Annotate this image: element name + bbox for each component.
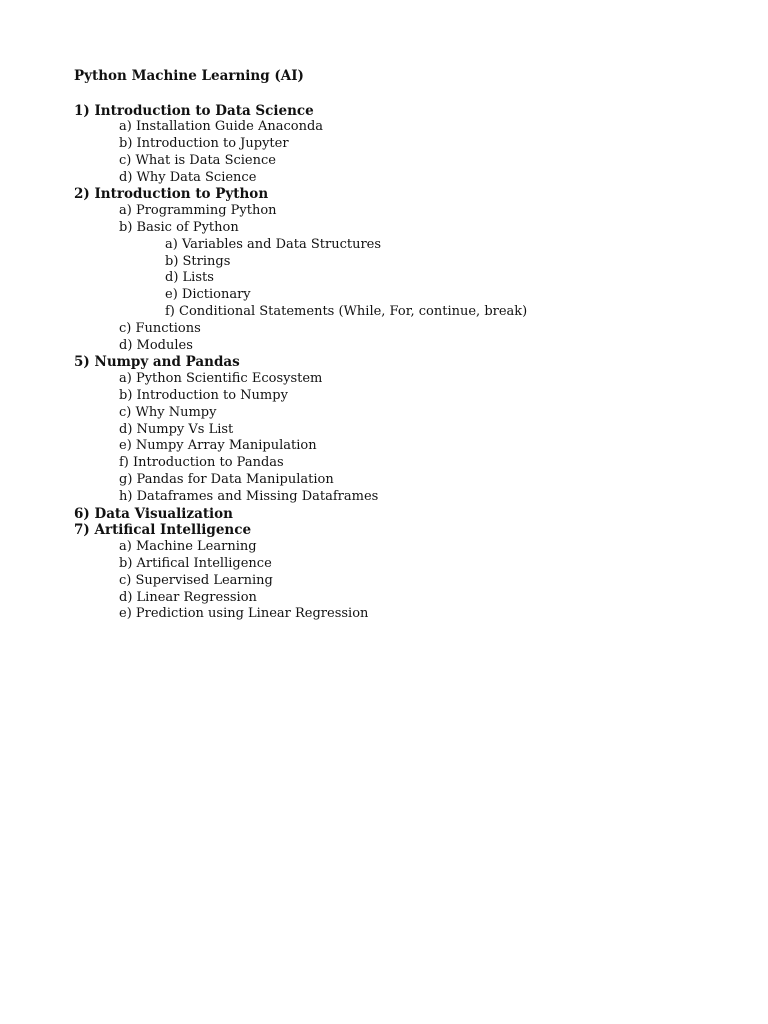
subtopic-item: a) Variables and Data Structures (165, 236, 382, 252)
topic-item: b) Artifical Intelligence (119, 556, 272, 572)
topic-item: e) Numpy Array Manipulation (119, 438, 317, 454)
section-heading: 7) Artifical Intelligence (74, 522, 252, 539)
topic-item: h) Dataframes and Missing Dataframes (119, 488, 379, 504)
topic-item: c) Why Numpy (119, 404, 217, 420)
topic-item: b) Introduction to Numpy (119, 388, 288, 404)
topic-item: b) Basic of Python (119, 220, 239, 236)
topic-item: c) What is Data Science (119, 152, 276, 168)
topic-item: b) Introduction to Jupyter (119, 136, 289, 152)
subtopic-item: b) Strings (165, 253, 231, 269)
topic-item: d) Why Data Science (119, 169, 257, 185)
topic-item: a) Installation Guide Anaconda (119, 119, 324, 135)
topic-item: d) Modules (119, 337, 193, 353)
section-heading: 5) Numpy and Pandas (74, 354, 240, 371)
section-heading: 6) Data Visualization (74, 505, 234, 522)
topic-item: f) Introduction to Pandas (119, 455, 284, 471)
topic-item: e) Prediction using Linear Regression (119, 606, 369, 622)
section-heading: 1) Introduction to Data Science (74, 102, 314, 119)
topic-item: c) Functions (119, 320, 201, 336)
subtopic-item: f) Conditional Statements (While, For, continue, break) (165, 304, 528, 320)
topic-item: a) Machine Learning (119, 539, 257, 555)
topic-item: g) Pandas for Data Manipulation (119, 472, 334, 488)
course-outline (74, 103, 527, 624)
topic-item: d) Linear Regression (119, 589, 257, 605)
document-title: Python Machine Learning (AI) (74, 68, 304, 84)
topic-item: c) Supervised Learning (119, 572, 273, 588)
section-heading: 2) Introduction to Python (74, 186, 269, 203)
topic-item: d) Numpy Vs List (119, 421, 234, 437)
subtopic-item: e) Dictionary (165, 287, 251, 303)
subtopic-item: d) Lists (165, 270, 214, 286)
topic-item: a) Python Scientific Ecosystem (119, 371, 323, 387)
topic-item: a) Programming Python (119, 203, 277, 219)
